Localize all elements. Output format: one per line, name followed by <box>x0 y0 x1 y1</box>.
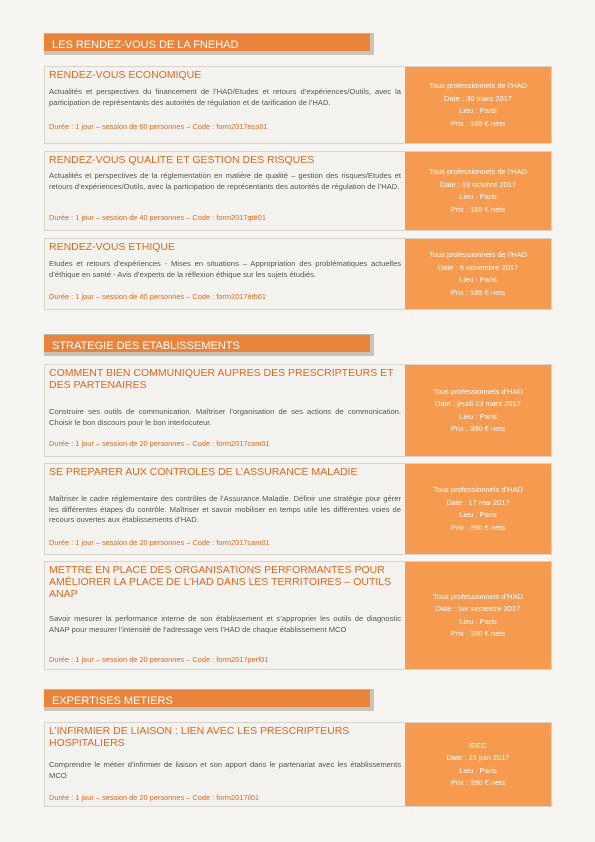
course-details-panel <box>405 67 551 143</box>
course-price: Prix : 390 € nets <box>450 424 506 433</box>
section-header-strategie: STRATEGIE DES ETABLISSEMENTS <box>44 334 374 356</box>
course-card-infirmier <box>44 722 552 807</box>
course-footer: Durée : 1 jour – session de 40 personnes – Code : form2017éth01 <box>49 292 266 301</box>
course-footer: Durée : 1 jour – session de 60 personnes – Code : form2017eco01 <box>49 122 268 131</box>
course-audience: Tous professionnels de l’HAD <box>429 250 527 259</box>
course-info <box>45 152 408 230</box>
course-title: SE PREPARER AUX CONTROLES DE L’ASSURANCE MALADIE <box>49 466 358 478</box>
course-date: Date : 21 juin 2017 <box>446 753 510 762</box>
course-footer: Durée : 1 jour – session de 20 personnes – Code : form2017cam01 <box>49 538 270 547</box>
course-description: Construire ses outils de communication. Maîtriser l’organisation de ses actions de communication. Choisir le bon discours pour le bon interlocuteur. <box>49 407 401 427</box>
course-details-panel <box>405 562 551 669</box>
course-place: Lieu : Paris <box>459 510 497 519</box>
section-header-rendez-vous: LES RENDEZ-VOUS DE LA FNEHAD <box>44 33 374 55</box>
course-footer: Durée : 1 jour – session de 20 personnes – Code : form2017il01 <box>49 793 259 802</box>
course-audience: Tous professionnels d’HAD <box>432 485 524 494</box>
course-card-qualite <box>44 151 552 231</box>
course-date: Date : 19 octobre 2017 <box>439 179 517 189</box>
course-title: RENDEZ-VOUS ETHIQUE <box>49 241 176 253</box>
course-date: Date : 1er semestre 2017 <box>435 604 521 613</box>
course-description: Savoir mesurer la performance interne de son établissement et s’approprier les outils de diagnostic ANAP pour mesurer l’intensité de l’adressage vers l’HAD de chaque établissement MCO <box>49 614 401 634</box>
course-details-panel <box>405 365 551 456</box>
course-details-panel <box>405 723 551 806</box>
course-date: Date : 30 mars 2017 <box>444 93 512 103</box>
course-description: Etudes et retours d’expériences - Mises en situations – Appropriation des problématiques actuelles d’éthique en santé - Avis d’experts de la réflexion éthique sur les sujets étudiés. <box>49 259 401 279</box>
course-title: RENDEZ-VOUS ECONOMIQUE <box>49 69 202 81</box>
course-info <box>45 67 408 143</box>
course-description: Comprendre le métier d’infirmier de liaison et son apport dans le partenariat avec les établissements MCO <box>49 760 401 780</box>
course-info <box>45 562 408 669</box>
course-place: Lieu : Paris <box>459 275 497 284</box>
course-card-communiquer <box>44 364 552 457</box>
course-description: Actualités et perspectives de la réglementation en matière de qualité – gestion des risques/Etudes et retours d’expériences/Outils, avec la participation de représentants des autorités de régulation de l’HAD. <box>49 171 401 191</box>
course-info <box>45 464 408 554</box>
course-title: L’INFIRMIER DE LIAISON : LIEN AVEC LES PRESCRIPTEURS HOSPITALIERS <box>49 725 350 749</box>
course-info <box>45 365 408 456</box>
course-audience: Tous professionnels d’HAD <box>432 386 524 396</box>
course-footer: Durée : 1 jour – session de 40 personnes – Code : form2017qté01 <box>49 213 266 222</box>
course-price: Prix : 185 € nets <box>450 204 506 214</box>
course-card-economique <box>44 66 552 144</box>
course-place: Lieu : Paris <box>459 106 497 115</box>
course-info <box>45 239 408 309</box>
course-place: Lieu : Paris <box>459 765 497 775</box>
course-place: Lieu : Paris <box>459 616 497 626</box>
course-price: Prix : 185 € nets <box>450 287 506 297</box>
course-date: Date : 17 mai 2017 <box>446 497 510 507</box>
course-card-organisations <box>44 561 552 670</box>
course-price: Prix : 185 € nets <box>450 118 506 128</box>
course-audience: Tous professionnels de l’HAD <box>429 167 527 176</box>
course-description: Maîtriser le cadre réglementaire des contrôles de l’Assurance Maladie. Définir une stratégie pour gérer les différentes étapes du contrôle. Maîtriser et savoir mobiliser en temps utile les différentes voies de recours ouvertes aux établissements d’HAD. <box>49 494 401 524</box>
course-details-panel <box>405 464 551 554</box>
course-date: Date : 6 novembre 2017 <box>437 262 519 272</box>
course-title: METTRE EN PLACE DES ORGANISATIONS PERFORMANTES POUR AMÉLIORER LA PLACE DE L’HAD DANS LES TERRITOIRES – OUTILS ANAP <box>49 564 392 600</box>
course-price: Prix : 390 € nets <box>450 522 506 532</box>
course-audience: Tous professionnels de l’HAD <box>429 81 527 90</box>
course-card-ethique <box>44 238 552 310</box>
course-description: Actualités et perspectives du financement de l’HAD/Etudes et retours d’expériences/Outils, avec la participation de représentants des autorités de régulation et de tarification de l’HAD. <box>49 87 401 107</box>
course-audience: IDEC <box>469 740 487 750</box>
course-title: RENDEZ-VOUS QUALITE ET GESTION DES RISQUES <box>49 154 315 166</box>
course-audience: Tous professionnels d’HAD <box>432 591 524 601</box>
course-card-controles <box>44 463 552 555</box>
course-details-panel <box>405 239 551 309</box>
course-price: Prix : 390 € nets <box>450 778 506 787</box>
course-price: Prix : 390 € nets <box>450 629 506 638</box>
course-footer: Durée : 1 jour – session de 20 personnes – Code : form2017perf01 <box>49 655 269 664</box>
course-place: Lieu : Paris <box>459 192 497 201</box>
course-title: COMMENT BIEN COMMUNIQUER AUPRES DES PRESCRIPTEURS ET DES PARTENAIRES <box>49 367 394 391</box>
course-date: Date : jeudi 23 mars 2017 <box>435 399 521 408</box>
course-info <box>45 723 408 806</box>
course-place: Lieu : Paris <box>459 411 497 421</box>
course-footer: Durée : 1 jour – session de 20 personnes – Code : form2017com01 <box>49 439 270 448</box>
course-details-panel <box>405 152 551 230</box>
section-header-expertises: EXPERTISES METIERS <box>44 689 374 711</box>
